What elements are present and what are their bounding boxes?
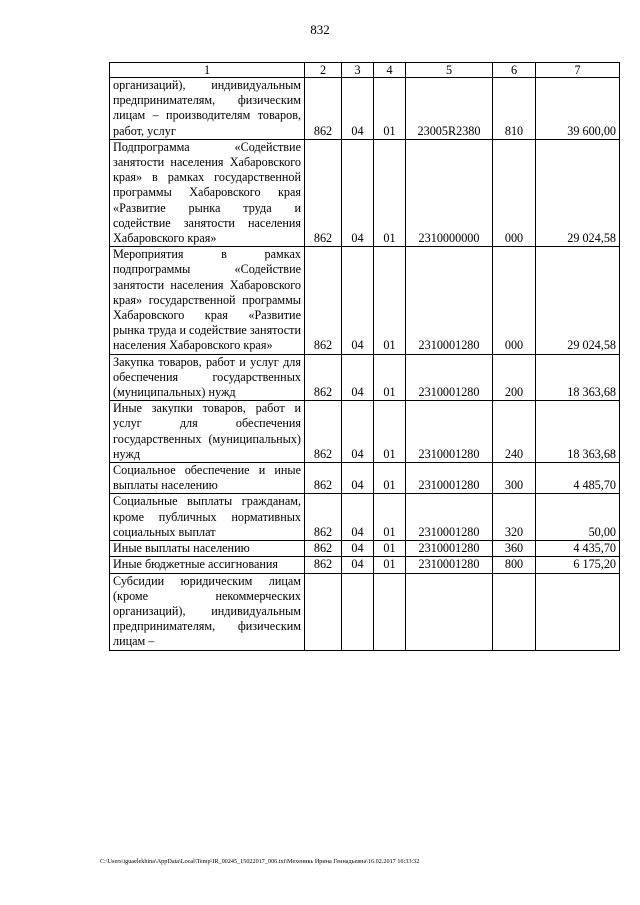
expense-type-cell: 200	[493, 354, 536, 401]
file-path-footer: C:\Users\iguaelekhina\AppData\Local\Temp\IR_00245_15022017_006.txt\Мехеникь Ирина Геннадьевна\16.02.2017 16:33:32	[100, 858, 420, 865]
row-name-cell: организаций), индивидуальным предпринимателям, физическим лицам – производителям товаров, работ, услуг	[110, 78, 305, 140]
column-header: 2	[305, 63, 342, 78]
row-name-cell: Социальные выплаты гражданам, кроме публичных нормативных социальных выплат	[110, 494, 305, 541]
subsection-cell: 01	[374, 78, 406, 140]
row-name-cell: Иные выплаты населению	[110, 541, 305, 557]
table-row	[110, 494, 620, 541]
expense-type-cell: 800	[493, 557, 536, 573]
amount-cell: 4 435,70	[536, 541, 620, 557]
subsection-cell: 01	[374, 401, 406, 463]
amount-cell	[536, 573, 620, 650]
code-cell: 862	[305, 247, 342, 354]
section-cell: 04	[342, 139, 374, 246]
section-cell	[342, 573, 374, 650]
code-cell	[305, 573, 342, 650]
table-row	[110, 463, 620, 494]
target-article-cell: 23005R2380	[406, 78, 493, 140]
code-cell: 862	[305, 541, 342, 557]
code-cell: 862	[305, 354, 342, 401]
expense-type-cell: 300	[493, 463, 536, 494]
target-article-cell: 2310000000	[406, 139, 493, 246]
column-header: 3	[342, 63, 374, 78]
code-cell: 862	[305, 557, 342, 573]
target-article-cell: 2310001280	[406, 247, 493, 354]
code-cell: 862	[305, 463, 342, 494]
expense-type-cell: 240	[493, 401, 536, 463]
section-cell: 04	[342, 463, 374, 494]
target-article-cell: 2310001280	[406, 463, 493, 494]
amount-cell: 4 485,70	[536, 463, 620, 494]
subsection-cell: 01	[374, 541, 406, 557]
section-cell: 04	[342, 557, 374, 573]
amount-cell: 29 024,58	[536, 139, 620, 246]
row-name-cell: Иные бюджетные ассигнования	[110, 557, 305, 573]
expense-type-cell: 320	[493, 494, 536, 541]
row-name-cell: Иные закупки товаров, работ и услуг для обеспечения государственных (муниципальных) нужд	[110, 401, 305, 463]
budget-table	[109, 62, 620, 651]
section-cell: 04	[342, 494, 374, 541]
target-article-cell: 2310001280	[406, 354, 493, 401]
page-number: 832	[310, 22, 330, 37]
subsection-cell: 01	[374, 354, 406, 401]
amount-cell: 18 363,68	[536, 354, 620, 401]
section-cell: 04	[342, 247, 374, 354]
row-name-cell: Закупка товаров, работ и услуг для обеспечения государственных (муниципальных) нужд	[110, 354, 305, 401]
amount-cell: 50,00	[536, 494, 620, 541]
table-row	[110, 541, 620, 557]
row-name-cell: Подпрограмма «Содействие занятости населения Хабаровского края» в рамках государственной программы Хабаровского края «Развитие рынка труда и содействие занятости населения Хабаровского края»	[110, 139, 305, 246]
section-cell: 04	[342, 541, 374, 557]
amount-cell: 6 175,20	[536, 557, 620, 573]
target-article-cell: 2310001280	[406, 557, 493, 573]
section-cell: 04	[342, 354, 374, 401]
column-header: 5	[406, 63, 493, 78]
section-cell: 04	[342, 78, 374, 140]
column-header: 7	[536, 63, 620, 78]
expense-type-cell	[493, 573, 536, 650]
code-cell: 862	[305, 494, 342, 541]
subsection-cell: 01	[374, 557, 406, 573]
subsection-cell: 01	[374, 494, 406, 541]
table-row	[110, 78, 620, 140]
target-article-cell: 2310001280	[406, 541, 493, 557]
code-cell: 862	[305, 78, 342, 140]
table-row	[110, 354, 620, 401]
table-row	[110, 573, 620, 650]
expense-type-cell: 000	[493, 247, 536, 354]
table-row	[110, 557, 620, 573]
column-header: 4	[374, 63, 406, 78]
column-header: 1	[110, 63, 305, 78]
expense-type-cell: 000	[493, 139, 536, 246]
expense-type-cell: 360	[493, 541, 536, 557]
column-header: 6	[493, 63, 536, 78]
row-name-cell: Субсидии юридическим лицам (кроме некоммерческих организаций), индивидуальным предпринимателям, физическим лицам –	[110, 573, 305, 650]
subsection-cell: 01	[374, 247, 406, 354]
table-row	[110, 247, 620, 354]
amount-cell: 18 363,68	[536, 401, 620, 463]
target-article-cell	[406, 573, 493, 650]
target-article-cell: 2310001280	[406, 401, 493, 463]
amount-cell: 39 600,00	[536, 78, 620, 140]
table-row	[110, 139, 620, 246]
amount-cell: 29 024,58	[536, 247, 620, 354]
subsection-cell: 01	[374, 463, 406, 494]
code-cell: 862	[305, 139, 342, 246]
row-name-cell: Социальное обеспечение и иные выплаты населению	[110, 463, 305, 494]
code-cell: 862	[305, 401, 342, 463]
table-row	[110, 401, 620, 463]
header-row	[110, 63, 620, 78]
expense-type-cell: 810	[493, 78, 536, 140]
subsection-cell	[374, 573, 406, 650]
subsection-cell: 01	[374, 139, 406, 246]
section-cell: 04	[342, 401, 374, 463]
target-article-cell: 2310001280	[406, 494, 493, 541]
row-name-cell: Мероприятия в рамках подпрограммы «Содействие занятости населения Хабаровского края» государственной программы Хабаровского края «Развитие рынка труда и содействие занятости населения Хабаровского края»	[110, 247, 305, 354]
